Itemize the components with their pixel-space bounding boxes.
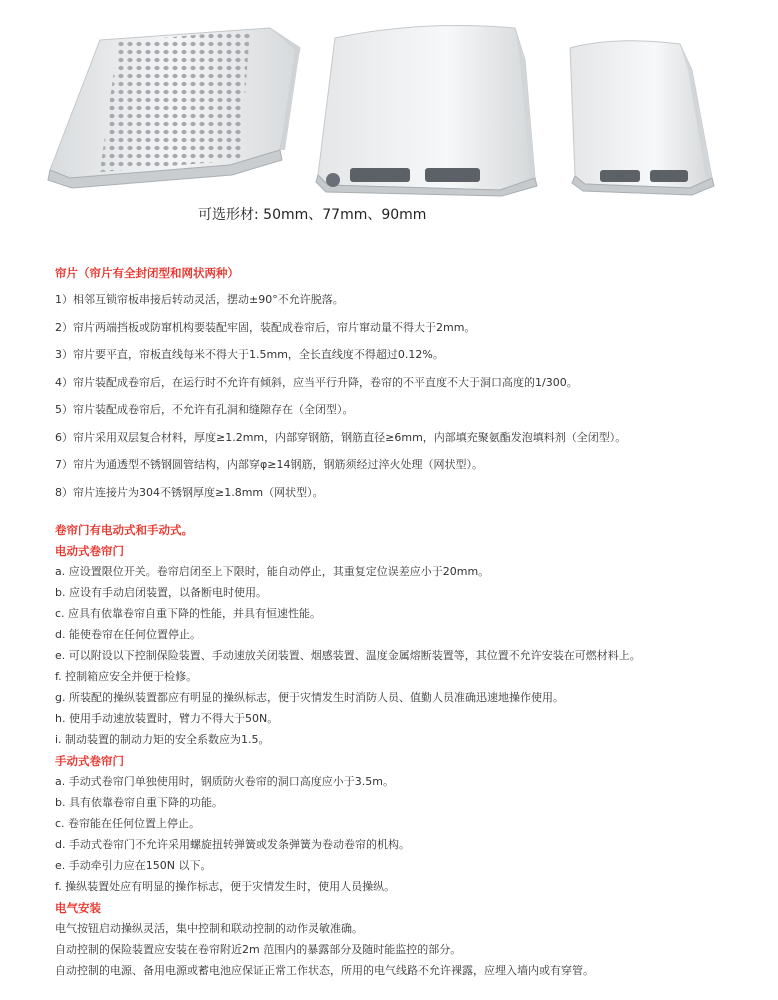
manual-heading: 手动式卷帘门 (55, 754, 124, 768)
electrical-line: 自动控制的电源、备用电源或蓄电池应保证正常工作状态，所用的电气线路不允许裸露，应埋入墙内或有穿管。 (55, 964, 594, 977)
list-item: 3）帘片要平直，帘板直线每米不得大于1.5mm，全长直线度不得超过0.12%。 (55, 348, 444, 361)
list-item: i. 制动装置的制动力矩的安全系数应为1.5。 (55, 733, 270, 746)
electrical-heading: 电气安装 (55, 901, 101, 915)
profile-images (0, 0, 778, 200)
list-item: e. 手动牵引力应在150N 以下。 (55, 859, 212, 872)
list-item: b. 具有依靠卷帘自重下降的功能。 (55, 796, 223, 809)
list-item: 2）帘片两端挡板或防窜机构要装配牢固，装配成卷帘后，帘片窜动量不得大于2mm。 (55, 321, 476, 334)
list-item: e. 可以附设以下控制保险装置、手动速放关闭装置、烟感装置、温度金属熔断装置等，其位置不允许安装在可燃材料上。 (55, 649, 641, 662)
list-item: d. 手动式卷帘门不允许采用螺旋扭转弹簧或发条弹簧为卷动卷帘的机构。 (55, 838, 410, 851)
list-item: c. 应具有依靠卷帘自重下降的性能，并具有恒速性能。 (55, 607, 322, 620)
list-item: 5）帘片装配成卷帘后，不允许有孔洞和缝隙存在（全闭型）。 (55, 403, 354, 416)
curtain-heading: 帘片（帘片有全封闭型和网状两种） (55, 266, 239, 280)
electric-heading: 电动式卷帘门 (55, 544, 124, 558)
list-item: f. 操纵装置处应有明显的操作标志，便于灾情发生时，使用人员操纵。 (55, 880, 396, 893)
list-item: h. 使用手动速放装置时，臂力不得大于50N。 (55, 712, 279, 725)
wide-profile (316, 26, 537, 196)
list-item: f. 控制箱应安全并便于检修。 (55, 670, 198, 683)
list-item: 4）帘片装配成卷帘后，在运行时不允许有倾斜，应当平行升降，卷帘的不平直度不大于洞口高度的1/300。 (55, 376, 578, 389)
list-item: 1）相邻互锁帘板串接后转动灵活，摆动±90°不允许脱落。 (55, 293, 344, 306)
electrical-line: 电气按钮启动操纵灵活，集中控制和联动控制的动作灵敏准确。 (55, 922, 363, 935)
list-item: d. 能使卷帘在任何位置停止。 (55, 628, 201, 641)
list-item: 7）帘片为通透型不锈钢圆管结构，内部穿φ≥14钢筋，钢筋须经过淬火处理（网状型）。 (55, 458, 483, 471)
list-item: c. 卷帘能在任何位置上停止。 (55, 817, 201, 830)
narrow-profile (570, 41, 714, 195)
electrical-line: 自动控制的保险装置应安装在卷帘附近2m 范围内的暴露部分及随时能监控的部分。 (55, 943, 462, 956)
list-item: b. 应设有手动启闭装置，以备断电时使用。 (55, 586, 267, 599)
curtain-section (55, 265, 755, 281)
perforated-profile (48, 28, 300, 188)
profile-caption: 可选形材: 50mm、77mm、90mm (198, 207, 427, 223)
list-item: a. 应设置限位开关。卷帘启闭至上下限时，能自动停止，其重复定位误差应小于20mm。 (55, 565, 490, 578)
list-item: 8）帘片连接片为304不锈钢厚度≥1.8mm（网状型）。 (55, 486, 324, 499)
list-item: g. 所装配的操纵装置都应有明显的操纵标志，便于灾情发生时消防人员、值勤人员准确迅速地操作使用。 (55, 691, 564, 704)
list-item: a. 手动式卷帘门单独使用时，钢质防火卷帘的洞口高度应小于3.5m。 (55, 775, 394, 788)
doors-heading: 卷帘门有电动式和手动式。 (55, 523, 193, 537)
list-item: 6）帘片采用双层复合材料，厚度≥1.2mm，内部穿钢筋，钢筋直径≥6mm，内部填充聚氨酯发泡填料剂（全闭型）。 (55, 431, 627, 444)
